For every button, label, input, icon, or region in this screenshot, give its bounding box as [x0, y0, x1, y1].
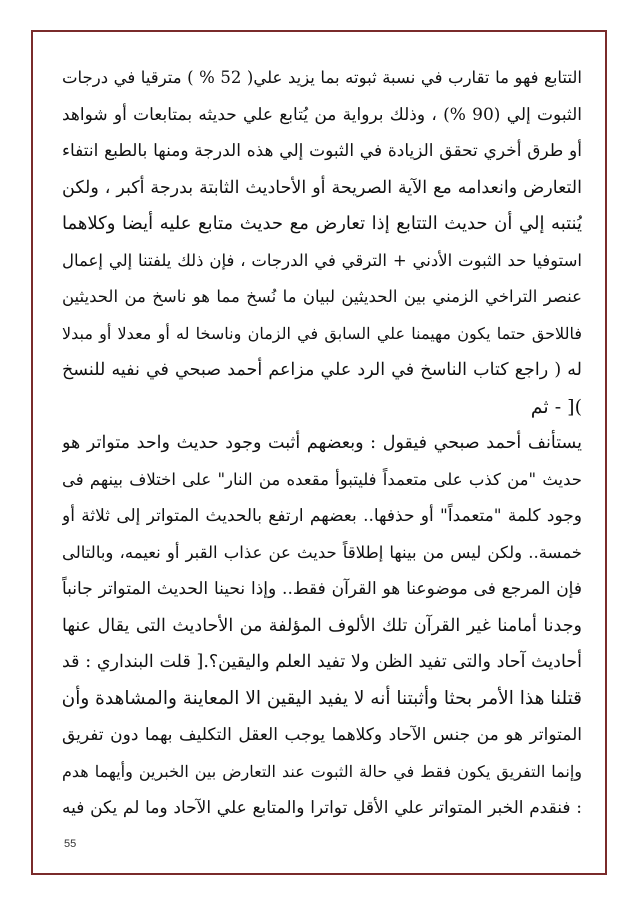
text-line: : فنقدم الخبر المتواتر علي الأقل تواترا والمتابع علي الآحاد وما لم يكن فيه [62, 798, 582, 818]
text-line: التتابع فهو ما تقارب في نسبة ثبوته بما يزيد علي( 52 % ) مترقيا في درجات [62, 68, 582, 87]
text-line: الثبوت إلي (90 %) ، وذلك برواية من يُتابع علي حديثه بمتابعات أو شواهد [62, 104, 582, 125]
text-line: حديث "من كذب على متعمداً فليتبوأ مقعده من النار" على اختلاف بينهم فى [62, 469, 582, 489]
body-text [62, 60, 582, 827]
text-line: وجود كلمة "متعمداً" أو حذفها.. بعضهم ارتفع بالحديث المتواتر إلى ثلاثة أو [62, 506, 582, 526]
text-line: خمسة.. ولكن ليس من بينها إطلاقاً حديث عن عذاب القبر أو نعيمه، وبالتالى [62, 542, 582, 562]
text-line: التعارض وانعدامه مع الآية الصريحة أو الأحاديث الثابتة بدرجة أكبر ، ولكن [62, 177, 582, 198]
text-line: فإن المرجع فى موضوعنا هو القرآن فقط.. وإذا نحينا الحديث المتواتر جانباً [62, 579, 582, 599]
text-line: )[ - ثم [530, 395, 582, 418]
text-line: استوفيا حد الثبوت الأدني + الترقي في الدرجات ، فإن ذلك يلفتنا إلي إعمال [62, 250, 582, 270]
text-line: أحاديث آحاد والتى تفيد الظن ولا تفيد العلم واليقين؟.[ قلت البنداري : قد [62, 652, 582, 672]
text-line: المتواتر هو من جنس الآحاد وكلاهما يوجب العقل التكليف بهما دون تفريق [62, 725, 582, 745]
text-line: عنصر التراخي الزمني بين الحديثين لبيان ما نُسخ مما هو ناسخ من الحديثين [62, 287, 582, 306]
page-number: 55 [64, 838, 77, 850]
text-line: وجدنا أمامنا غير القرآن تلك الألوف المؤلفة من الأحاديث التى يقال عنها [62, 615, 582, 636]
text-line: قتلنا هذا الأمر بحثا وأثبتنا أنه لا يفيد اليقين الا المعاينة والمشاهدة وأن [62, 687, 582, 709]
text-line: يستأنف أحمد صبحي فيقول : وبعضهم أثبت وجود حديث واحد متواتر هو [62, 433, 582, 453]
text-line: أو طرق أخري تحقق الزيادة في الثبوت إلي هذه الدرجة ومنها بالطبع انتفاء [62, 141, 582, 161]
text-line: يُنتبه إلي أن حديث التتابع إذا تعارض مع حديث متابع عليه أيضا وكلاهما [62, 213, 582, 234]
text-line: وإنما التفريق يكون فقط في حالة الثبوت عند التعارض بين الخبرين وأيهما هدم [62, 761, 582, 781]
text-line: له ( راجع كتاب الناسخ في الرد علي مزاعم أحمد صبحي في نفيه للنسخ [62, 360, 582, 380]
text-line: فاللاحق حتما يكون مهيمنا علي السابق في الزمان وناسخا له أو معدلا أو مبدلا [62, 323, 582, 343]
